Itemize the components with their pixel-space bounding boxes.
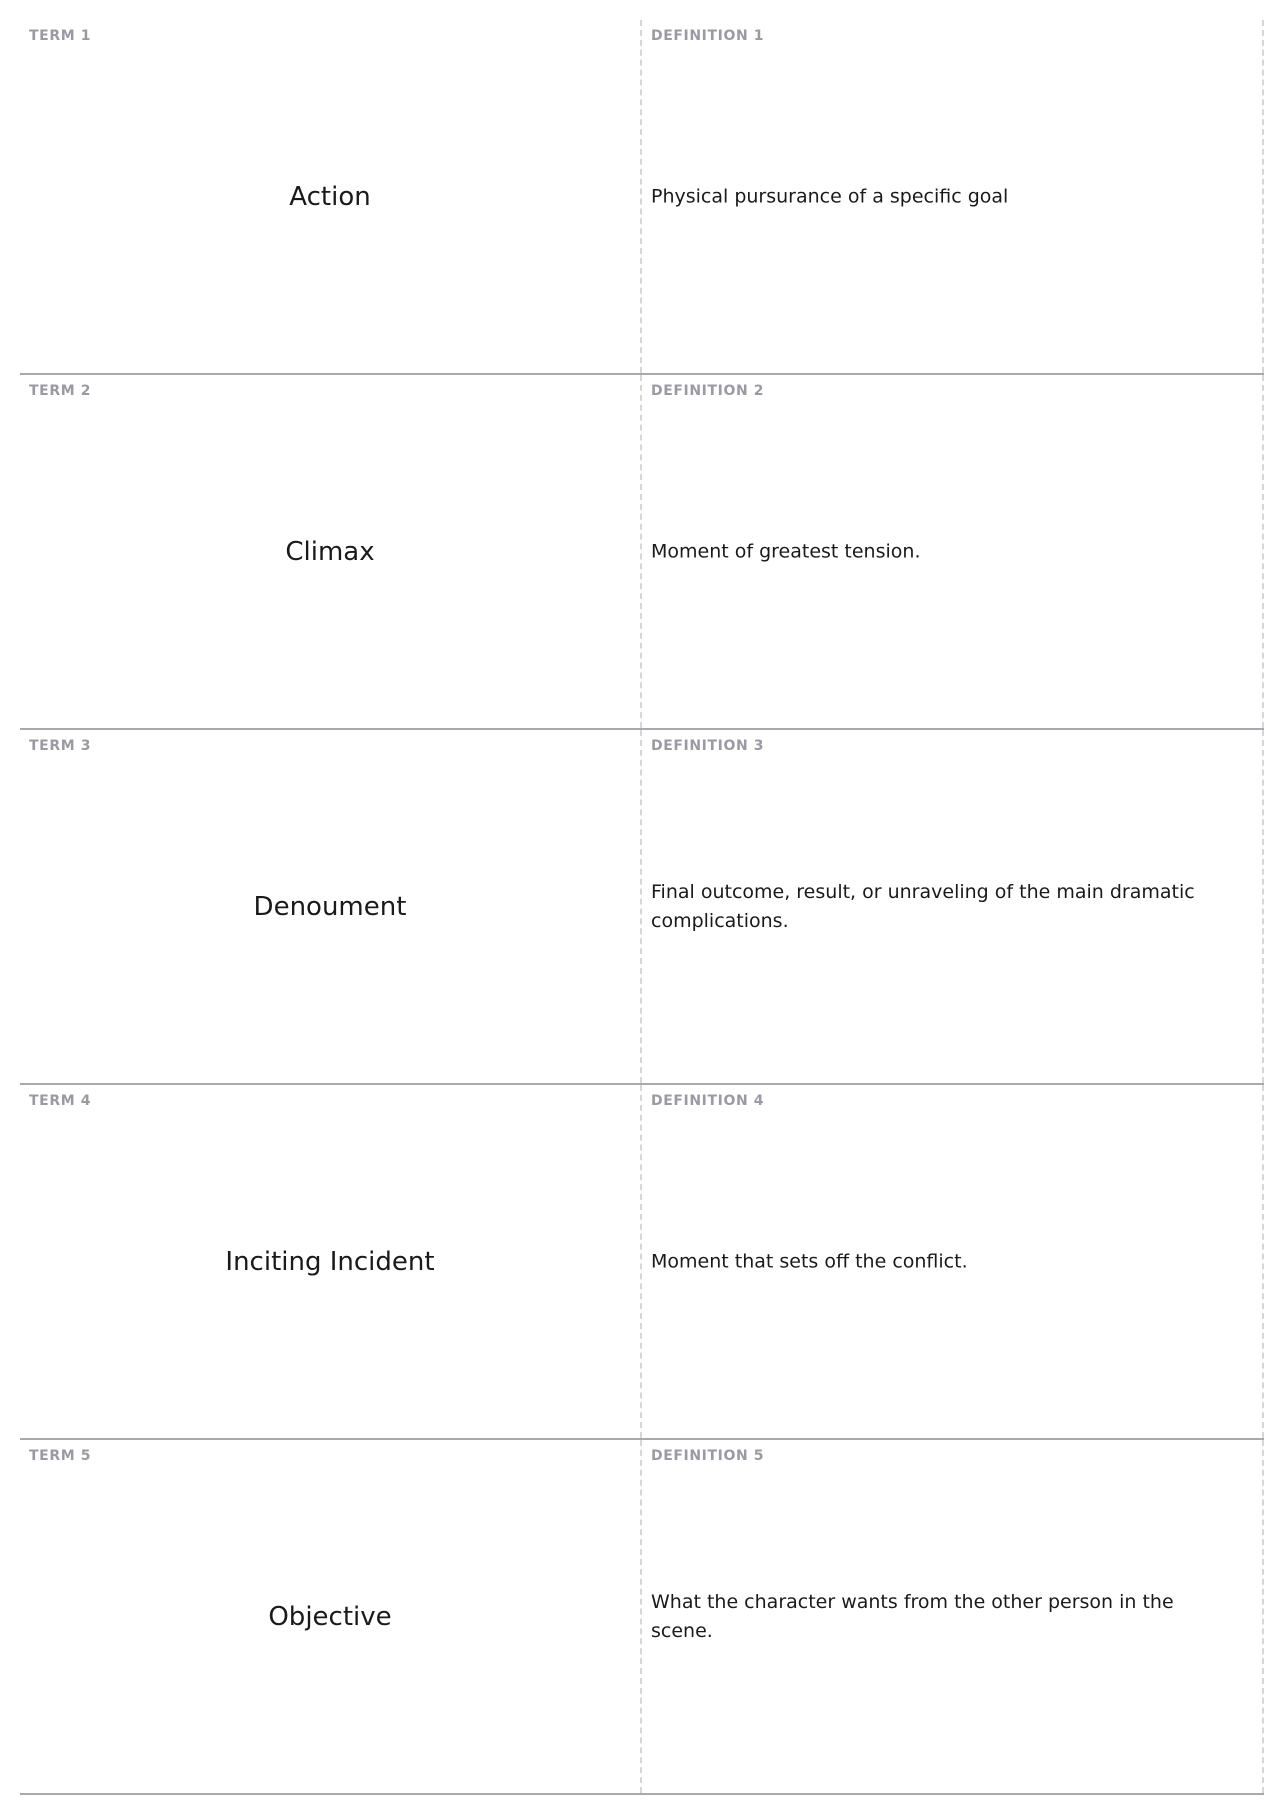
definition-cell (642, 1085, 1264, 1438)
flashcard-row (20, 730, 1264, 1085)
flashcard-row (20, 1085, 1264, 1440)
definition-text: Physical pursurance of a specific goal (651, 185, 1009, 207)
term-text: Inciting Incident (225, 1246, 435, 1277)
term-label: TERM 2 (29, 383, 92, 399)
term-label: TERM 1 (29, 28, 92, 44)
definition-cell (642, 375, 1264, 728)
definition-text: What the character wants from the other person in the scene. (651, 1590, 1174, 1642)
term-cell (20, 730, 642, 1083)
term-text: Action (289, 181, 371, 212)
term-cell (20, 20, 642, 373)
term-label: TERM 5 (29, 1448, 92, 1464)
term-label: TERM 3 (29, 738, 92, 754)
definition-label: DEFINITION 2 (651, 383, 765, 399)
definition-label: DEFINITION 3 (651, 738, 765, 754)
term-label: TERM 4 (29, 1093, 92, 1109)
term-cell (20, 375, 642, 728)
term-cell (20, 1085, 642, 1438)
definition-text: Moment that sets off the conflict. (651, 1250, 968, 1272)
definition-label: DEFINITION 4 (651, 1093, 765, 1109)
term-cell (20, 1440, 642, 1793)
flashcard-sheet (20, 20, 1264, 1795)
flashcard-row (20, 20, 1264, 375)
definition-label: DEFINITION 1 (651, 28, 765, 44)
term-text: Denoument (253, 891, 407, 922)
flashcard-row (20, 375, 1264, 730)
definition-cell (642, 730, 1264, 1083)
definition-label: DEFINITION 5 (651, 1448, 765, 1464)
flashcard-row (20, 1440, 1264, 1795)
definition-cell (642, 1440, 1264, 1793)
term-text: Climax (285, 536, 375, 567)
definition-cell (642, 20, 1264, 373)
definition-text: Moment of greatest tension. (651, 540, 921, 562)
term-text: Objective (268, 1601, 392, 1632)
definition-text: Final outcome, result, or unraveling of the main dramatic complications. (651, 880, 1195, 932)
